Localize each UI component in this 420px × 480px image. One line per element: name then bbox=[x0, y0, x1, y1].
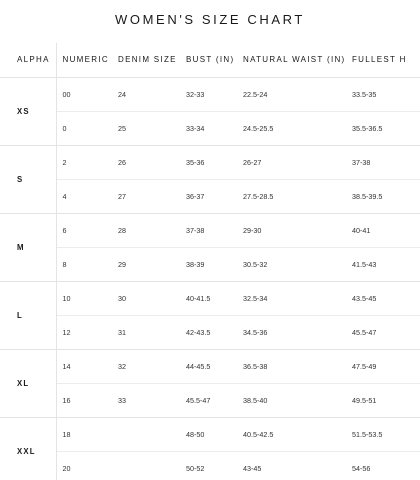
natural-waist-cell: 30.5-32 bbox=[237, 247, 346, 281]
fullest-hip-cell: 38.5-39.5 bbox=[346, 179, 420, 213]
numeric-cell: 00 bbox=[56, 77, 112, 111]
bust-cell: 48-50 bbox=[180, 417, 237, 451]
table-row bbox=[0, 111, 420, 145]
numeric-cell: 4 bbox=[56, 179, 112, 213]
numeric-cell: 2 bbox=[56, 145, 112, 179]
fullest-hip-cell: 45.5-47 bbox=[346, 315, 420, 349]
bust-cell: 33-34 bbox=[180, 111, 237, 145]
table-row bbox=[0, 77, 420, 111]
natural-waist-cell: 34.5-36 bbox=[237, 315, 346, 349]
denim-size-cell: 29 bbox=[112, 247, 180, 281]
denim-size-cell bbox=[112, 451, 180, 480]
numeric-cell: 0 bbox=[56, 111, 112, 145]
natural-waist-cell: 24.5-25.5 bbox=[237, 111, 346, 145]
fullest-hip-cell: 33.5-35 bbox=[346, 77, 420, 111]
bust-cell: 37-38 bbox=[180, 213, 237, 247]
bust-cell: 38-39 bbox=[180, 247, 237, 281]
table-row bbox=[0, 281, 420, 315]
bust-cell: 45.5-47 bbox=[180, 383, 237, 417]
bust-cell: 42-43.5 bbox=[180, 315, 237, 349]
table-row bbox=[0, 247, 420, 281]
natural-waist-cell: 32.5-34 bbox=[237, 281, 346, 315]
column-header-denim-size: DENIM SIZE bbox=[112, 43, 180, 77]
numeric-cell: 8 bbox=[56, 247, 112, 281]
numeric-cell: 14 bbox=[56, 349, 112, 383]
alpha-size-cell: M bbox=[0, 213, 56, 281]
bust-cell: 32-33 bbox=[180, 77, 237, 111]
alpha-size-cell: XS bbox=[0, 77, 56, 145]
denim-size-cell: 32 bbox=[112, 349, 180, 383]
natural-waist-cell: 27.5-28.5 bbox=[237, 179, 346, 213]
bust-cell: 50-52 bbox=[180, 451, 237, 480]
alpha-size-cell: XL bbox=[0, 349, 56, 417]
natural-waist-cell: 40.5-42.5 bbox=[237, 417, 346, 451]
header-row bbox=[0, 43, 420, 77]
bust-cell: 36-37 bbox=[180, 179, 237, 213]
fullest-hip-cell: 40-41 bbox=[346, 213, 420, 247]
fullest-hip-cell: 41.5-43 bbox=[346, 247, 420, 281]
size-chart-table bbox=[0, 43, 420, 480]
denim-size-cell: 26 bbox=[112, 145, 180, 179]
numeric-cell: 10 bbox=[56, 281, 112, 315]
table-row bbox=[0, 213, 420, 247]
natural-waist-cell: 29-30 bbox=[237, 213, 346, 247]
fullest-hip-cell: 35.5-36.5 bbox=[346, 111, 420, 145]
denim-size-cell: 25 bbox=[112, 111, 180, 145]
column-header-fullest-hip: FULLEST H bbox=[346, 43, 420, 77]
natural-waist-cell: 38.5-40 bbox=[237, 383, 346, 417]
size-table-body bbox=[0, 77, 420, 480]
fullest-hip-cell: 43.5-45 bbox=[346, 281, 420, 315]
size-chart-table-container[interactable] bbox=[0, 43, 420, 480]
denim-size-cell: 28 bbox=[112, 213, 180, 247]
bust-cell: 40-41.5 bbox=[180, 281, 237, 315]
column-header-natural-waist: NATURAL WAIST (IN) bbox=[237, 43, 346, 77]
page-title: WOMEN'S SIZE CHART bbox=[115, 12, 305, 27]
bust-cell: 44-45.5 bbox=[180, 349, 237, 383]
fullest-hip-cell: 49.5-51 bbox=[346, 383, 420, 417]
denim-size-cell: 33 bbox=[112, 383, 180, 417]
table-row bbox=[0, 349, 420, 383]
alpha-size-cell: S bbox=[0, 145, 56, 213]
denim-size-cell bbox=[112, 417, 180, 451]
denim-size-cell: 31 bbox=[112, 315, 180, 349]
numeric-cell: 16 bbox=[56, 383, 112, 417]
natural-waist-cell: 43-45 bbox=[237, 451, 346, 480]
column-header-alpha: ALPHA bbox=[0, 43, 56, 77]
denim-size-cell: 27 bbox=[112, 179, 180, 213]
fullest-hip-cell: 54-56 bbox=[346, 451, 420, 480]
table-row bbox=[0, 179, 420, 213]
numeric-cell: 6 bbox=[56, 213, 112, 247]
natural-waist-cell: 36.5-38 bbox=[237, 349, 346, 383]
denim-size-cell: 30 bbox=[112, 281, 180, 315]
table-row bbox=[0, 417, 420, 451]
natural-waist-cell: 22.5-24 bbox=[237, 77, 346, 111]
denim-size-cell: 24 bbox=[112, 77, 180, 111]
table-row bbox=[0, 315, 420, 349]
numeric-cell: 20 bbox=[56, 451, 112, 480]
numeric-cell: 18 bbox=[56, 417, 112, 451]
column-header-bust: BUST (IN) bbox=[180, 43, 237, 77]
table-row bbox=[0, 383, 420, 417]
fullest-hip-cell: 37-38 bbox=[346, 145, 420, 179]
table-row bbox=[0, 145, 420, 179]
table-row bbox=[0, 451, 420, 480]
alpha-size-cell: L bbox=[0, 281, 56, 349]
numeric-cell: 12 bbox=[56, 315, 112, 349]
natural-waist-cell: 26-27 bbox=[237, 145, 346, 179]
alpha-size-cell: XXL bbox=[0, 417, 56, 480]
bust-cell: 35-36 bbox=[180, 145, 237, 179]
fullest-hip-cell: 51.5-53.5 bbox=[346, 417, 420, 451]
fullest-hip-cell: 47.5-49 bbox=[346, 349, 420, 383]
column-header-numeric: NUMERIC bbox=[56, 43, 112, 77]
